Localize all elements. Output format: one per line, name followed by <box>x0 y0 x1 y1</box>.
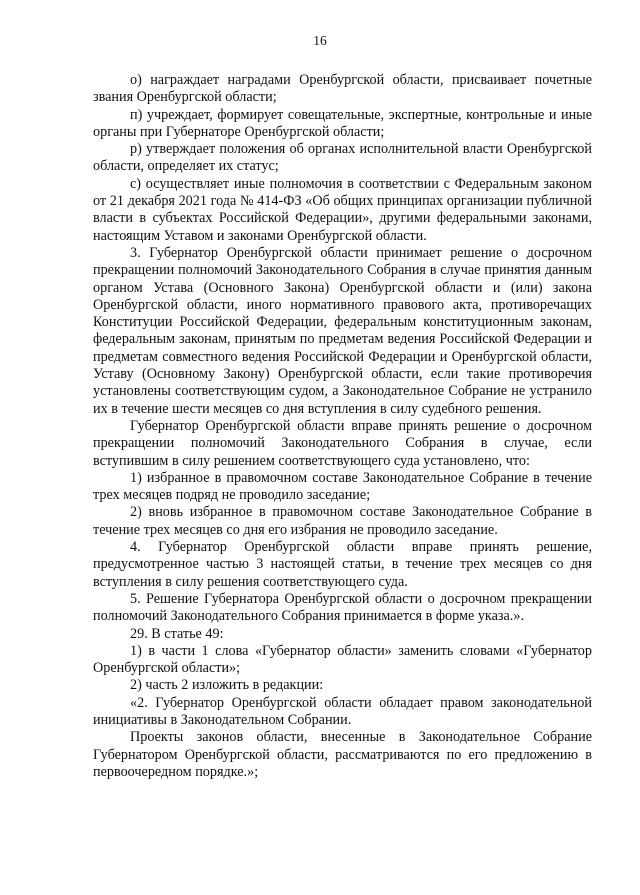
paragraph-item-o: о) награждает наградами Оренбургской области, присваивает почетные звания Оренбургской области; <box>93 72 592 106</box>
paragraph-article-49: 29. В статье 49: <box>130 625 224 642</box>
paragraph-part-3: 3. Губернатор Оренбургской области принимает решение о досрочном прекращении полномочий Законодательного Собрания в случае принятия данным органом Устава (Основного Закона) Оренбургской области и (или) закона Оренбургской области, иного нормативного правового акта, противоречащих Конституции Российской Федерации, федеральным конституционным законам, федеральным законам, принятым по предметам ведения Российской Федерации и предметам совместного ведения Российской Федерации и Оренбургской области, Уставу (Основному Закону) Оренбургской области, если такие противоречия установлены соответствующим судом, а Законодательное Собрание не устранило их в течение шести месяцев со дня вступления в силу судебного решения. <box>93 244 592 417</box>
paragraph-part-4: 4. Губернатор Оренбургской области вправе принять решение, предусмотренное частью 3 настоящей статьи, в течение трех месяцев со дня вступления в силу решения соответствующего суда. <box>93 539 592 590</box>
paragraph-condition-1: 1) избранное в правомочном составе Законодательное Собрание в течение трех месяцев подряд не проводило заседание; <box>93 469 592 504</box>
paragraph-amendment-1: 1) в части 1 слова «Губернатор области» заменить словами «Губернатор Оренбургской области»; <box>93 642 592 677</box>
paragraph-draft-laws: Проекты законов области, внесенные в Законодательное Собрание Губернатором Оренбургской области, рассматриваются по его предложению в первоочередном порядке.»; <box>93 729 592 780</box>
paragraph-part-5: 5. Решение Губернатора Оренбургской области о досрочном прекращении полномочий Законодательного Собрания принимается в форме указа.». <box>93 590 592 625</box>
paragraph-new-part-2: «2. Губернатор Оренбургской области обладает правом законодательной инициативы в Законодательном Собрании. <box>93 694 592 728</box>
document-body <box>93 72 592 781</box>
paragraph-item-p: п) учреждает, формирует совещательные, экспертные, контрольные и иные органы при Губернаторе Оренбургской области; <box>93 106 592 140</box>
page-number: 16 <box>313 33 327 48</box>
paragraph-condition-2: 2) вновь избранное в правомочном составе Законодательное Собрание в течение трех месяцев со дня его избрания не проводило заседание. <box>93 504 592 538</box>
paragraph-governor-right: Губернатор Оренбургской области вправе принять решение о досрочном прекращении полномочий Законодательного Собрания в случае, если вступившим в силу решением соответствующего суда установлено, что: <box>93 417 592 469</box>
paragraph-amendment-2: 2) часть 2 изложить в редакции: <box>130 677 324 694</box>
paragraph-item-s: с) осуществляет иные полномочия в соответствии с Федеральным законом от 21 декабря 2021 года № 414-ФЗ «Об общих принципах организации публичной власти в субъектах Российской Федерации», другими федеральными законами, настоящим Уставом и законами Оренбургской области. <box>93 175 592 244</box>
paragraph-item-r: р) утверждает положения об органах исполнительной власти Оренбургской области, определяет их статус; <box>93 141 592 175</box>
